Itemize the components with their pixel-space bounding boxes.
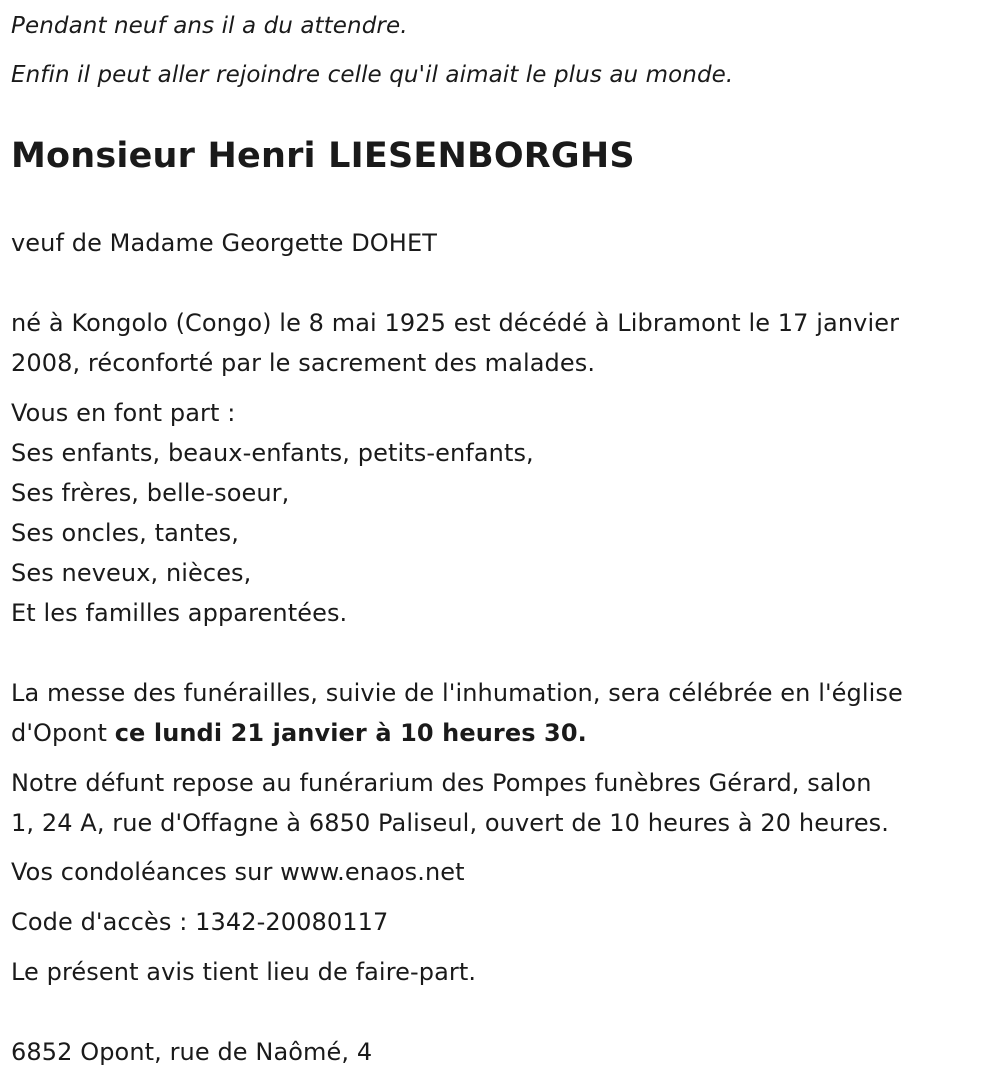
ceremony-location: d'Opont <box>11 719 115 747</box>
funeral-home-line-1: Notre défunt repose au funérarium des Pompes funèbres Gérard, salon <box>11 769 872 797</box>
ceremony-line-1: La messe des funérailles, suivie de l'inhumation, sera célébrée en l'église <box>11 679 903 707</box>
funeral-home-line-2: 1, 24 A, rue d'Offagne à 6850 Paliseul, ouvert de 10 heures à 20 heures. <box>11 809 890 837</box>
birth-death-line-1: né à Kongolo (Congo) le 8 mai 1925 est décédé à Libramont le 17 janvier <box>11 309 900 337</box>
quote-line-1: Pendant neuf ans il a du attendre. <box>11 13 408 39</box>
birth-death-line-2: 2008, réconforté par le sacrement des malades. <box>11 349 596 377</box>
access-code: Code d'accès : 1342-20080117 <box>11 908 389 936</box>
ceremony-date-time: ce lundi 21 janvier à 10 heures 30. <box>114 719 587 747</box>
quote-line-2: Enfin il peut aller rejoindre celle qu'il aimait le plus au monde. <box>11 62 734 88</box>
family-member-line: Ses oncles, tantes, <box>11 519 239 547</box>
spouse-line: veuf de Madame Georgette DOHET <box>11 229 437 257</box>
family-member-line: Ses frères, belle-soeur, <box>11 479 290 507</box>
family-member-line: Et les familles apparentées. <box>11 599 348 627</box>
condolences-website: Vos condoléances sur www.enaos.net <box>11 858 465 886</box>
deceased-name: Monsieur Henri LIESENBORGHS <box>11 136 635 176</box>
family-member-line: Ses enfants, beaux-enfants, petits-enfants, <box>11 439 534 467</box>
ceremony-line-2 <box>11 718 587 748</box>
family-member-line: Ses neveux, nièces, <box>11 559 252 587</box>
family-address: 6852 Opont, rue de Naômé, 4 <box>11 1038 373 1066</box>
notice-line: Le présent avis tient lieu de faire-part. <box>11 958 477 986</box>
family-intro: Vous en font part : <box>11 399 236 427</box>
